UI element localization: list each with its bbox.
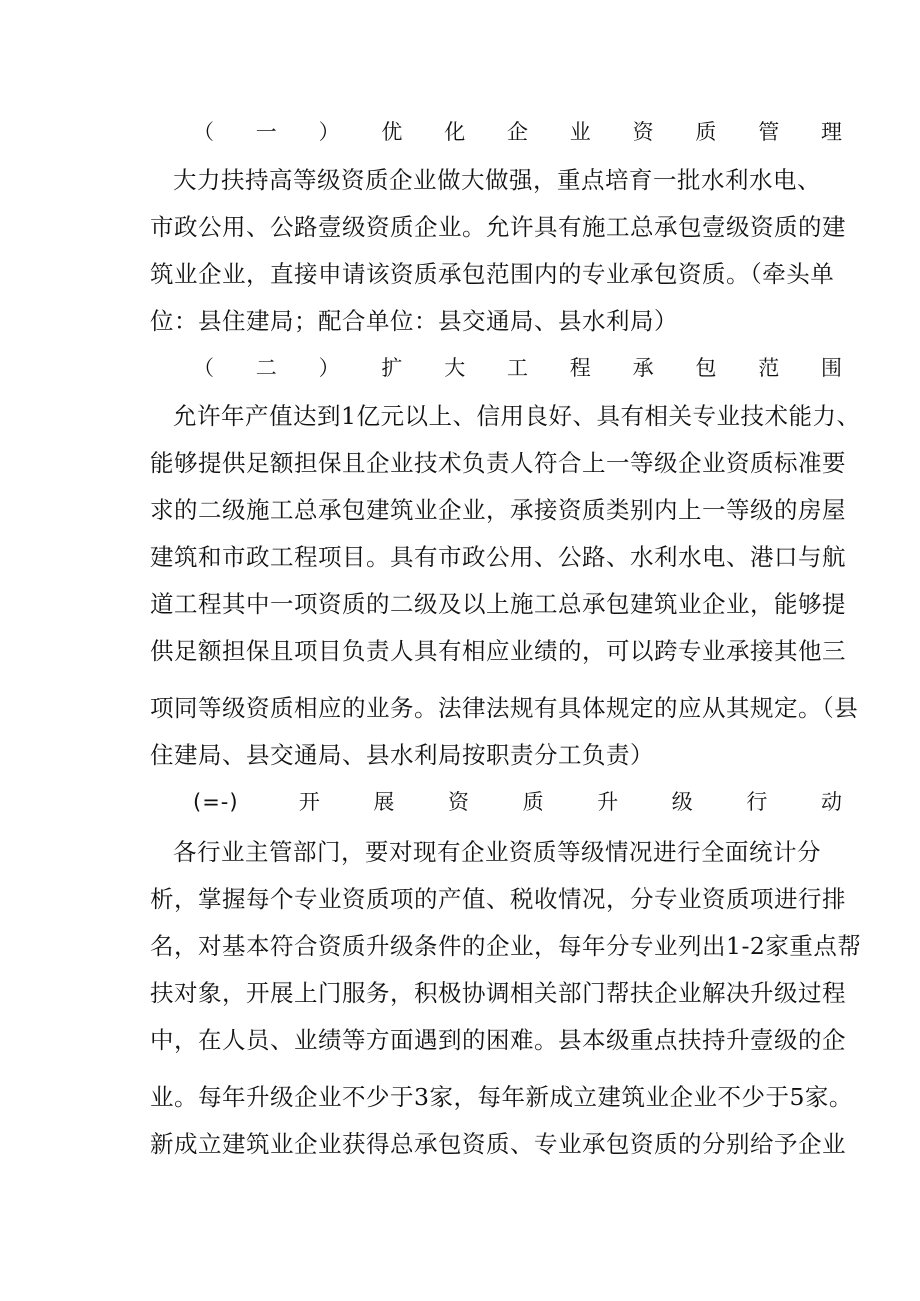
section-3-line-5: 中，在人员、业绩等方面遇到的困难。县本级重点扶持升壹级的企 [150, 1026, 846, 1054]
section-1-line-4: 位：县住建局；配合单位：县交通局、县水利局） [150, 307, 678, 335]
section-2-line-1: 允许年产值达到1亿元以上、信用良好、具有相关专业技术能力、 [173, 402, 861, 430]
section-3-line-2: 析，掌握每个专业资质项的产值、税收情况，分专业资质项进行排 [150, 885, 846, 913]
section-3-line-6: 业。每年升级企业不少于3家，每年新成立建筑业企业不少于5家。 [150, 1083, 853, 1111]
section-1-line-2: 市政公用、公路壹级资质企业。允许具有施工总承包壹级资质的建 [150, 213, 846, 241]
section-2-line-8: 住建局、县交通局、县水利局按职责分工负责） [150, 741, 654, 769]
section-3-line-4: 扶对象，开展上门服务，积极协调相关部门帮扶企业解决升级过程 [150, 979, 846, 1007]
section-2-heading: （二）扩大工程承包范围 [193, 356, 843, 380]
section-2-line-5: 道工程其中一项资质的二级及以上施工总承包建筑业企业，能够提 [150, 590, 846, 618]
section-1-heading: （一）优化企业资质管理 [193, 120, 843, 144]
section-2-line-3: 求的二级施工总承包建筑业企业，承接资质类别内上一等级的房屋 [150, 496, 846, 524]
section-2-line-2: 能够提供足额担保且企业技术负责人符合上一等级企业资质标准要 [150, 449, 846, 477]
section-3-heading: (=-) 开展资质升级行动 [193, 790, 843, 814]
section-2-line-6: 供足额担保且项目负责人具有相应业绩的，可以跨专业承接其他三 [150, 637, 846, 665]
section-2-line-7: 项同等级资质相应的业务。法律法规有具体规定的应从其规定。（县 [150, 694, 859, 722]
section-1-line-3: 筑业企业，直接申请该资质承包范围内的专业承包资质。（牵头单 [150, 260, 835, 288]
section-1-line-1: 大力扶持高等级资质企业做大做强，重点培育一批水利水电、 [173, 166, 821, 194]
section-3-line-1: 各行业主管部门，要对现有企业资质等级情况进行全面统计分 [173, 838, 821, 866]
section-3-line-3: 名，对基本符合资质升级条件的企业，每年分专业列出1-2家重点帮 [150, 932, 862, 960]
section-3-line-7: 新成立建筑业企业获得总承包资质、专业承包资质的分别给予企业 [150, 1130, 846, 1158]
section-2-line-4: 建筑和市政工程项目。具有市政公用、公路、水利水电、港口与航 [150, 543, 846, 571]
